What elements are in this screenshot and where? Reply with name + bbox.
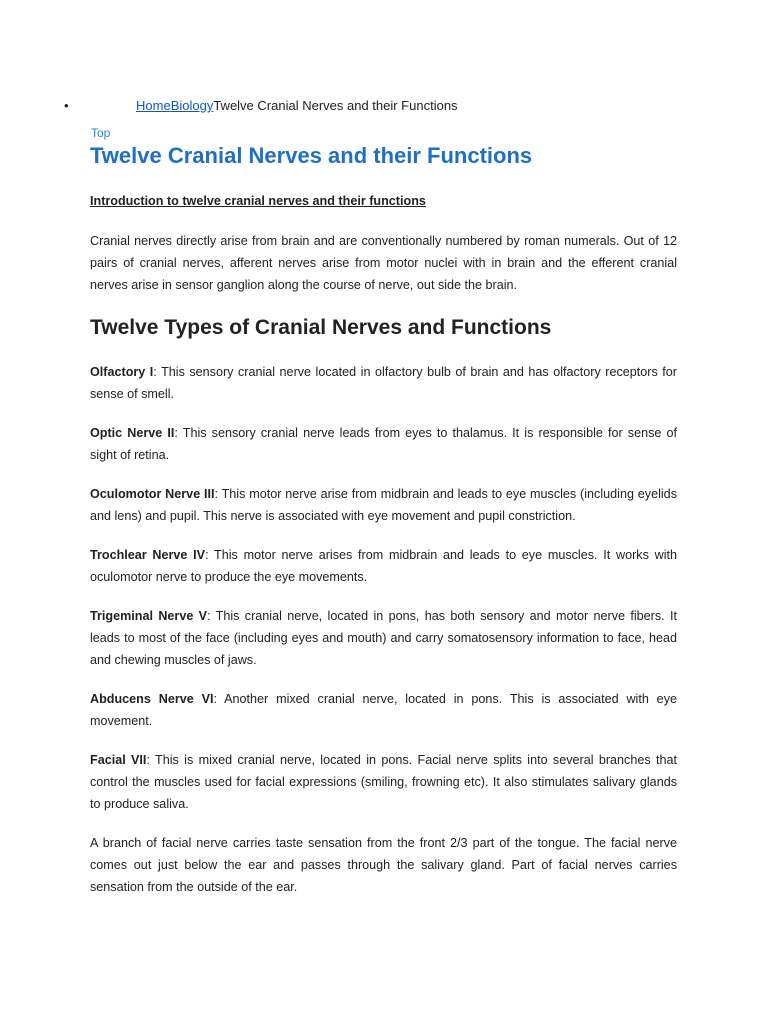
nerve-abducens-paragraph (90, 688, 677, 732)
list-bullet: • (64, 98, 69, 113)
nerve-term: Abducens Nerve VI (90, 692, 214, 706)
nerve-description: : This motor nerve arises from midbrain and leads to eye muscles. It works with oculomotor nerve to produce the eye movements. (90, 548, 677, 584)
nerve-trochlear-paragraph (90, 544, 677, 588)
nerve-term: Oculomotor Nerve III (90, 487, 215, 501)
nerve-term: Trochlear Nerve IV (90, 548, 206, 562)
breadcrumb-trail (136, 97, 458, 115)
breadcrumb-biology-link[interactable]: Biology (170, 98, 214, 113)
breadcrumb-current: Twelve Cranial Nerves and their Functions (213, 98, 458, 113)
nerve-description: : Another mixed cranial nerve, located in pons. This is associated with eye movement. (90, 692, 677, 728)
intro-heading: Introduction to twelve cranial nerves and their functions (90, 194, 426, 208)
nerve-term: Optic Nerve II (90, 426, 175, 440)
breadcrumb-home-link[interactable]: Home (136, 98, 171, 113)
nerve-oculomotor-paragraph (90, 483, 677, 527)
article-body (90, 190, 677, 915)
nerve-olfactory-paragraph (90, 361, 677, 405)
nerve-description: : This sensory cranial nerve leads from eyes to thalamus. It is responsible for sense of sight of retina. (90, 426, 677, 462)
intro-paragraph: Cranial nerves directly arise from brain and are conventionally numbered by roman numerals. Out of 12 pairs of cranial nerves, afferent nerves arise from motor nuclei with in brain and the efferent cranial nerves arise in sensor ganglion along the course of nerve, out side the brain. (90, 234, 677, 292)
nerve-optic-paragraph (90, 422, 677, 466)
nerve-description: : This motor nerve arise from midbrain and leads to eye muscles (including eyelids and lens) and pupil. This nerve is associated with eye movement and pupil constriction. (90, 487, 677, 523)
nerve-description: : This sensory cranial nerve located in olfactory bulb of brain and has olfactory receptors for sense of smell. (90, 365, 677, 401)
nerve-term: Facial VII (90, 753, 147, 767)
page-title: Twelve Cranial Nerves and their Functions (90, 143, 533, 168)
nerve-trigeminal-paragraph (90, 605, 677, 671)
nerve-term: Trigeminal Nerve V (90, 609, 208, 623)
nerve-term: Olfactory I (90, 365, 154, 379)
top-link[interactable]: Top (91, 126, 111, 140)
section-heading: Twelve Types of Cranial Nerves and Functions (90, 316, 552, 339)
nerve-description: : This cranial nerve, located in pons, has both sensory and motor nerve fibers. It leads to most of the face (including eyes and mouth) and carry somatosensory information to face, head and chewing muscles of jaws. (90, 609, 677, 667)
nerve-facial-paragraph (90, 749, 677, 815)
closing-paragraph: A branch of facial nerve carries taste sensation from the front 2/3 part of the tongue. The facial nerve comes out just below the ear and passes through the salivary gland. Part of facial nerves carries sensation from the outside of the ear. (90, 836, 677, 894)
nerve-description: : This is mixed cranial nerve, located in pons. Facial nerve splits into several branches that control the muscles used for facial expressions (smiling, frowning etc). It also stimulates salivary glands to produce saliva. (90, 753, 677, 811)
